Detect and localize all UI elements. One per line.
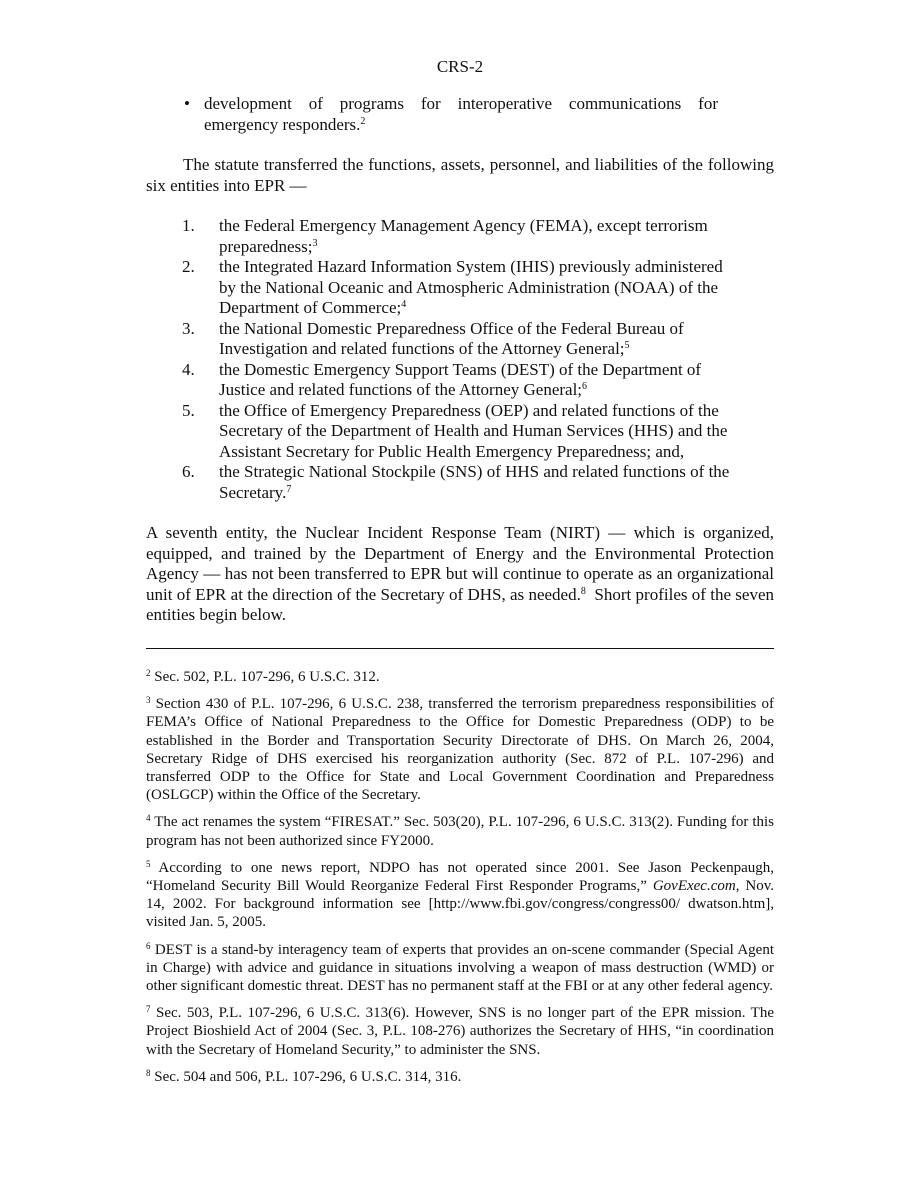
- footnote-text: Sec. 503, P.L. 107-296, 6 U.S.C. 313(6). However, SNS is no longer part of the EPR mission. The Project Bioshield Act of 2004 (Sec. 3, P.L. 108-276) authorizes the Secretary of HHS, “in coordination with the Secretary of Homeland Security,” to administer the SNS.: [146, 1005, 774, 1058]
- footnote-6: [146, 941, 774, 996]
- footnote-text: According to one news report, NDPO has not operated since 2001. See Jason Peckenpaugh, “Homeland Security Bill Would Reorganize Federal First Responder Programs,”: [146, 859, 774, 895]
- entity-list: [146, 216, 774, 503]
- footnote-italic-source: GovExec.com: [652, 878, 736, 895]
- footnotes: [146, 668, 774, 1095]
- list-number: 6.: [182, 462, 195, 481]
- footnote-ref: 5: [624, 340, 630, 351]
- footnote-ref: 8: [580, 585, 586, 597]
- footnote-2: [146, 668, 774, 686]
- list-item: [146, 216, 738, 257]
- list-text: the Strategic National Stockpile (SNS) of HHS and related functions of the Secretary.: [219, 462, 730, 502]
- footnote-mark: 7: [146, 1004, 151, 1015]
- footnote-text: Sec. 502, P.L. 107-296, 6 U.S.C. 312.: [154, 669, 380, 685]
- footnote-mark: 2: [146, 668, 151, 678]
- footnote-mark: 6: [146, 940, 151, 951]
- seventh-entity-paragraph: [146, 523, 779, 626]
- list-item: [146, 257, 738, 319]
- footnote-ref: 2: [360, 115, 366, 127]
- footnote-text: The act renames the system “FIRESAT.” Sec. 503(20), P.L. 107-296, 6 U.S.C. 313(2). Funding for this program has not been authorized since FY2000.: [146, 814, 774, 849]
- footnote-5: [146, 859, 774, 932]
- footnote-3: [146, 695, 774, 804]
- main-body: [146, 94, 779, 626]
- footnote-ref: 7: [286, 483, 292, 495]
- list-number: 4.: [182, 359, 195, 379]
- footnote-divider: [146, 648, 774, 649]
- intro-paragraph: The statute transferred the functions, assets, personnel, and liabilities of the following six entities into EPR —: [146, 155, 774, 195]
- page-header: [146, 56, 774, 78]
- footnote-mark: 8: [146, 1067, 151, 1078]
- footnote-7: [146, 1004, 774, 1059]
- footnote-text: Sec. 504 and 506, P.L. 107-296, 6 U.S.C. 314, 316.: [154, 1068, 462, 1085]
- list-text: the Domestic Emergency Support Teams (DEST) of the Department of Justice and related functions of the Attorney General;: [219, 359, 702, 399]
- footnote-text-end: , Nov. 14, 2002. For background information see [http://www.fbi.gov/congress/congress00/ dwatson.htm], visited Jan. 5, 2005.: [146, 878, 774, 931]
- list-text: the Federal Emergency Management Agency (FEMA), except terrorism preparedness;: [219, 216, 708, 256]
- footnote-mark: 5: [146, 858, 151, 869]
- page-number-label: CRS-2: [436, 57, 484, 76]
- bullet-text: development of programs for interoperative communications for emergency responders.: [204, 94, 718, 134]
- list-text: the National Domestic Preparedness Office of the Federal Bureau of Investigation and related functions of the Attorney General;: [219, 318, 684, 358]
- paragraph-text: A seventh entity, the Nuclear Incident Response Team (NIRT) — which is organized, equipped, and trained by the Department of Energy and the Environmental Protection Agency — has not been transferred to EPR but will continue to operate as an organizational unit of EPR at the direction of the Secretary of DHS, as needed.: [146, 523, 774, 604]
- bullet-item: [146, 94, 718, 135]
- footnote-ref: 6: [582, 381, 588, 392]
- footnote-text: Section 430 of P.L. 107-296, 6 U.S.C. 238, transferred the terrorism preparedness responsibilities of FEMA’s Office of National Preparedness to the Office for Domestic Preparedness (ODP) to be established in the Border and Transportation Security Directorate of DHS. On March 26, 2004, Secretary Ridge of DHS exercised his reorganization authority (Sec. 872 of P.L. 107-296) and transferred ODP to the Office for State and Local Government Coordination and Preparedness (OSLGCP) within the Office of the Secretary.: [146, 696, 775, 804]
- footnote-4: [146, 813, 774, 849]
- list-number: 1.: [182, 216, 195, 235]
- list-number: 3.: [182, 318, 195, 338]
- list-number: 2.: [182, 257, 195, 276]
- footnote-8: [146, 1068, 774, 1086]
- footnote-ref: 4: [401, 299, 407, 310]
- list-item: [146, 360, 738, 401]
- list-number: 5.: [182, 400, 195, 420]
- footnote-mark: 3: [146, 695, 151, 706]
- list-text: the Integrated Hazard Information System (IHIS) previously administered by the National Oceanic and Atmospheric Administration (NOAA) of the Department of Commerce;: [219, 257, 723, 317]
- list-text: the Office of Emergency Preparedness (OEP) and related functions of the Secretary of the Department of Health and Human Services (HHS) and the Assistant Secretary for Public Health Emergency Preparedness; and,: [219, 400, 728, 461]
- bullet-dot: •: [184, 94, 190, 113]
- list-item: [146, 401, 738, 463]
- list-item: [146, 462, 738, 503]
- footnote-ref: 3: [312, 237, 318, 249]
- footnote-text: DEST is a stand-by interagency team of experts that provides an on-scene commander (Special Agent in Charge) with advice and guidance in situations involving a weapon of mass destruction (WMD) or other significant domestic threat. DEST has no permanent staff at the FBI or at any other federal agency.: [146, 941, 774, 995]
- list-item: [146, 319, 738, 360]
- paragraph-text-end: Short profiles of the seven entities begin below.: [146, 584, 779, 624]
- footnote-mark: 4: [146, 813, 151, 824]
